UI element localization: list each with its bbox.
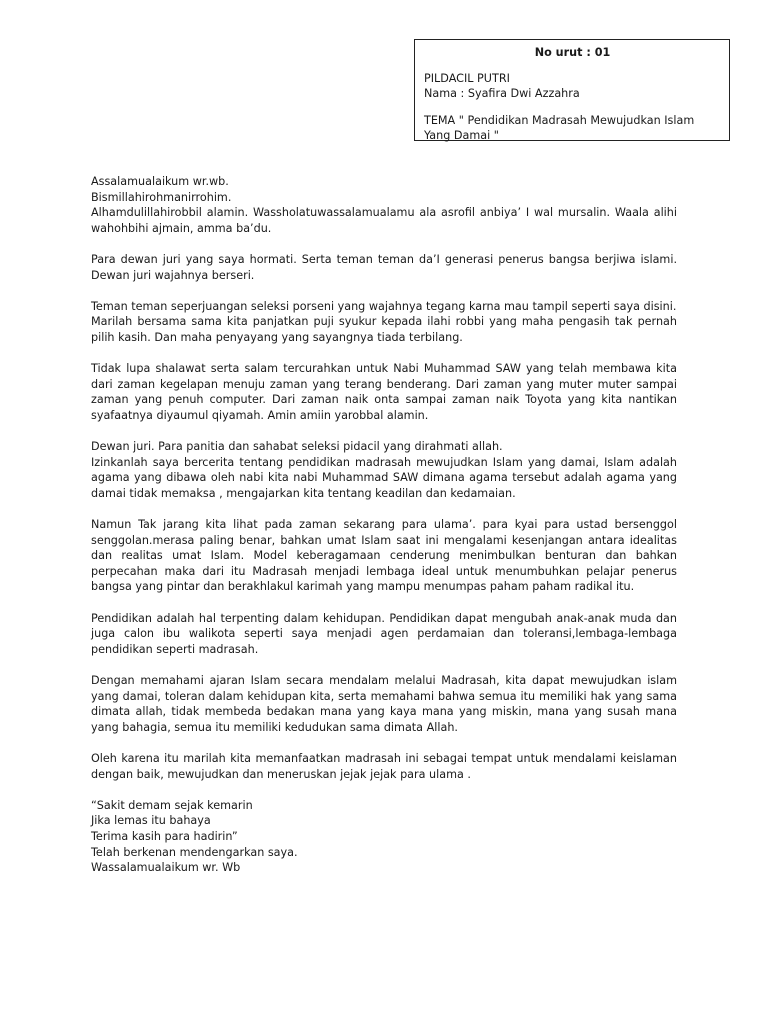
closing-greeting: Wassalamualaikum wr. Wb: [91, 861, 241, 875]
paragraph-memahami: Dengan memahami ajaran Islam secara mendalam melalui Madrasah, kita dapat mewujudkan islam yang damai, toleran dalam kehidupan kita, serta memahami bahwa semua itu memiliki hak yang sama dimata allah, tidak membeda bedakan mana yang kaya mana yang miskin, mana yang susah mana yang bahagia, semua itu memiliki kedudukan sama dimata Allah.: [91, 674, 677, 734]
paragraph-dewan-line1: Dewan juri. Para panitia dan sahabat seleksi pidacil yang dirahmati allah.: [91, 440, 503, 454]
paragraph-pendidikan: Pendidikan adalah hal terpenting dalam kehidupan. Pendidikan dapat mengubah anak-anak muda dan juga calon ibu walikota seperti saya menjadi agen perdamaian dan toleransi,lembaga-lembaga pendidikan seperti madrasah.: [91, 611, 677, 656]
participant-name: Nama : Syafira Dwi Azzahra: [424, 87, 580, 101]
header-info-box: [414, 39, 730, 141]
pantun-line-4: Telah berkenan mendengarkan saya.: [91, 845, 298, 859]
paragraph-oleh-karena: Oleh karena itu marilah kita memanfaatkan madrasah ini sebagai tempat untuk mendalami keislaman dengan baik, mewujudkan dan meneruskan jejak jejak para ulama .: [91, 751, 677, 781]
paragraph-shalawat: Tidak lupa shalawat serta salam tercurahkan untuk Nabi Muhammad SAW yang telah membawa kita dari zaman kegelapan menuju zaman yang terang benderang. Dari zaman yang muter muter sampai zaman yang penuh computer. Dari zaman naik onta sampai zaman naik Toyota yang kita nantikan syafaatnya diyaumul qiyamah. Amin amiin yarobbal alamin.: [91, 362, 677, 422]
hamdalah: Alhamdulillahirobbil alamin. Wassholatuwassalamualamu ala asrofil anbiya’ I wal mursalin. Waala alihi wahohbihi ajmain, amma ba’du.: [91, 206, 677, 235]
theme-line-2: Yang Damai ": [424, 129, 499, 143]
paragraph-teman-rest: Marilah bersama sama kita panjatkan puji syukur kepada ilahi robbi yang maha pengasih tak pernah pilih kasih. Dan maha penyayang yang sayangnya tiada terbilang.: [91, 315, 677, 344]
speech-body: [91, 174, 677, 876]
category-label: PILDACIL PUTRI: [424, 71, 510, 85]
pantun-line-2: Jika lemas itu bahaya: [91, 814, 211, 828]
paragraph-dewan-rest: Izinkanlah saya bercerita tentang pendidikan madrasah mewujudkan Islam yang damai, Islam adalah agama yang dibawa oleh nabi kita nabi Muhammad SAW dimana agama tersebut adalah agama yang damai tidak memaksa , mengajarkan kita tentang keadilan dan kedamaian.: [91, 455, 677, 500]
basmalah: Bismillahirohmanirrohim.: [91, 190, 232, 204]
paragraph-juri: Para dewan juri yang saya hormati. Serta teman teman da’I generasi penerus bangsa berjiwa islami. Dewan juri wajahnya berseri.: [91, 252, 677, 282]
opening-greeting: Assalamualaikum wr.wb.: [91, 175, 229, 188]
serial-number: No urut : 01: [534, 46, 611, 59]
paragraph-namun: Namun Tak jarang kita lihat pada zaman sekarang para ulama’. para kyai para ustad bersenggol senggolan.merasa paling benar, bahkan umat Islam saat ini mengalami kesenjangan antara idealitas dan realitas umat Islam. Model keberagamaan cenderung menimbulkan benturan dan bahkan perpecahan maka dari itu Madrasah menjadi lembaga ideal untuk menumbuhkan pelajar penerus bangsa yang pintar dan berakhlakul karimah yang mampu menumpas paham paham radikal itu.: [91, 518, 677, 594]
pantun-line-1: “Sakit demam sejak kemarin: [91, 798, 253, 812]
theme-line-1: TEMA " Pendidikan Madrasah Mewujudkan Islam: [424, 113, 695, 127]
paragraph-teman-line1: Teman teman seperjuangan seleksi porseni yang wajahnya tegang karna mau tampil seperti saya disini.: [91, 299, 677, 313]
pantun-line-3: Terima kasih para hadirin”: [91, 829, 238, 843]
